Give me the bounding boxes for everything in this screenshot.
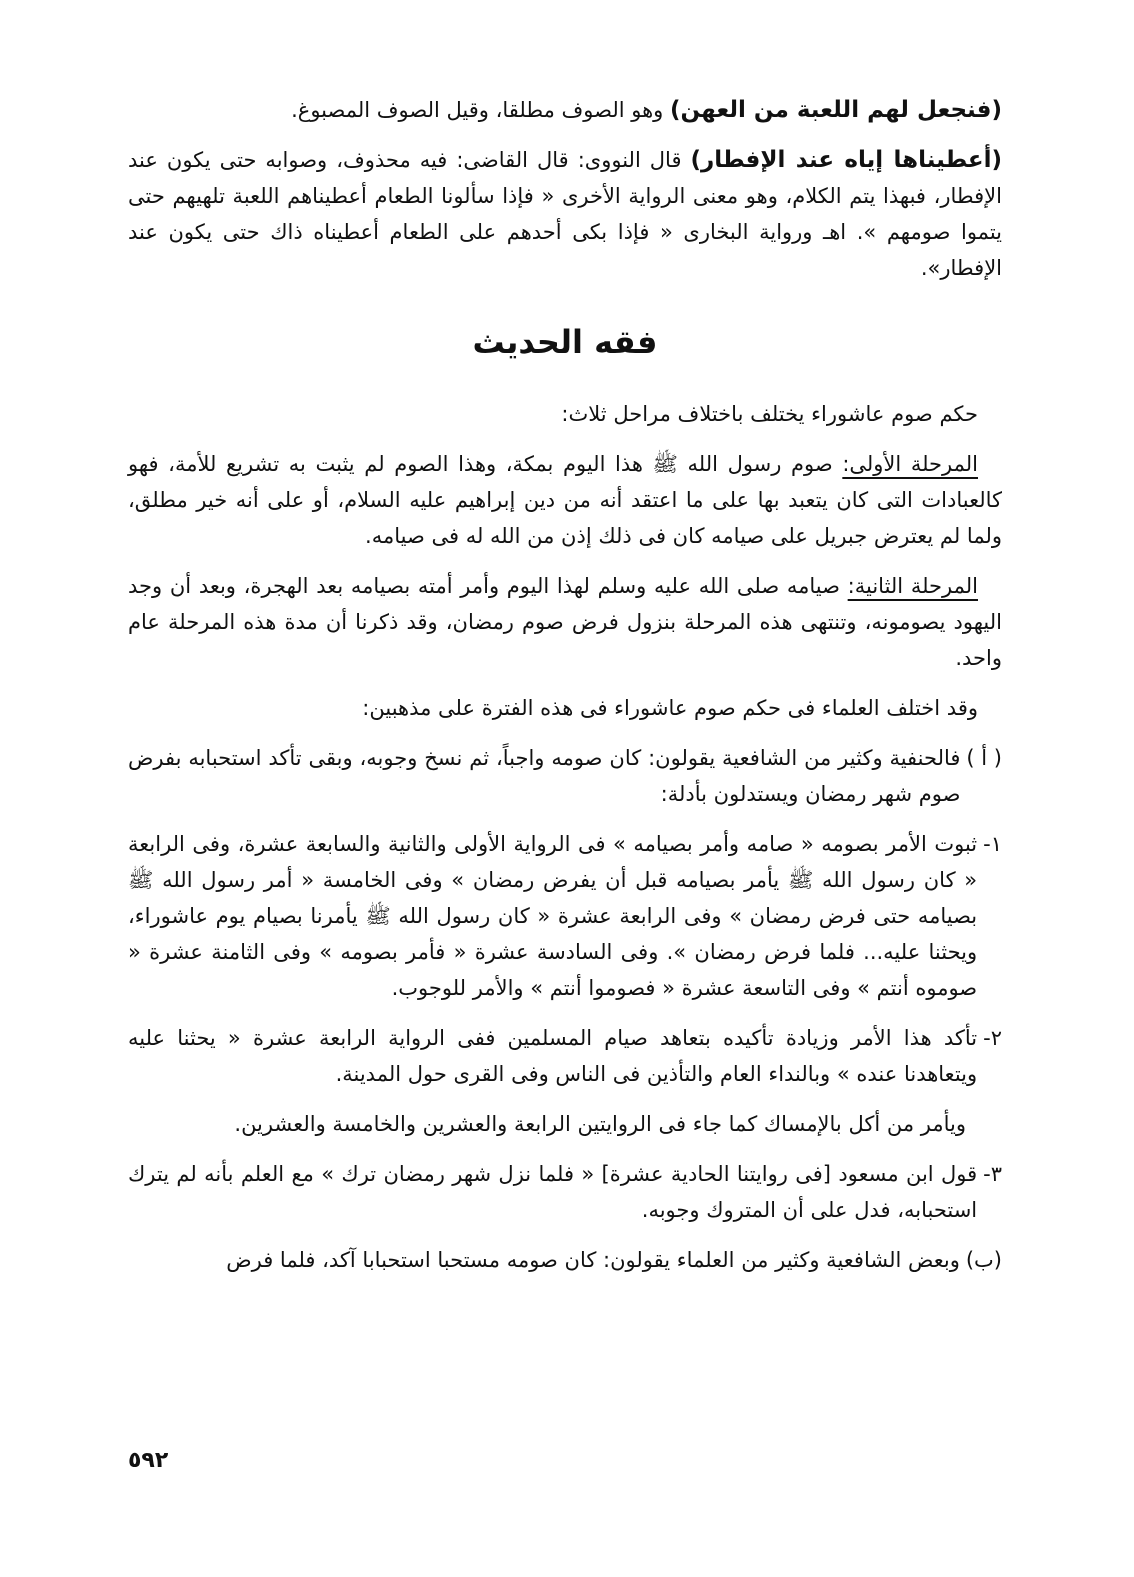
evidence-item-3-text: قول ابن مسعود [فى روايتنا الحادية عشرة] « فلما نزل شهر رمضان ترك » مع العلم بأنه لم يترك استحبابه، فدل على أن المتروك وجوبه. <box>128 1162 978 1222</box>
evidence-item-2-text: تأكد هذا الأمر وزيادة تأكيده بتعاهد صيام المسلمين ففى الرواية الرابعة عشرة « يحثنا عليه ويتعاهدنا عنده » وبالنداء العام والتأذين فى الناس وفى القرى حول المدينة. <box>128 1026 978 1086</box>
evidence-item-3 <box>128 1156 1002 1228</box>
stage-one-label: المرحلة الأولى: <box>842 452 978 476</box>
section-heading: فقه الحديث <box>472 323 658 361</box>
opinion-b-marker: (ب) <box>965 1248 1002 1272</box>
opinion-a-marker: ( أ ) <box>966 746 1002 770</box>
stage-two-text: صيامه صلى الله عليه وسلم لهذا اليوم وأمر أمته بصيامه بعد الهجرة، وبعد أن وجد اليهود يصومونه، وتنتهى هذه المرحلة بنزول فرض صوم رمضان، وقد ذكرنا أن مدة هذه المرحلة عام واحد. <box>128 574 1002 670</box>
stage-one-text: صوم رسول الله ﷺ هذا اليوم بمكة، وهذا الصوم لم يثبت به تشريع للأمة، فهو كالعبادات التى كان يتعبد بها على ما اعتقد أنه من دين إبراهيم عليه السلام، أو على أنه خير مطلق، ولما لم يعترض جبريل على صيامه كان فى ذلك إذن من الله له فى صيامه. <box>128 452 1002 548</box>
page-number: ٥٩٢ <box>128 1448 169 1473</box>
stage-two-paragraph <box>128 568 1002 676</box>
evidence-item-1-text: ثبوت الأمر بصومه « صامه وأمر بصيامه » فى الرواية الأولى والثانية والسابعة عشرة، وفى الرابعة « كان رسول الله ﷺ يأمر بصيامه قبل أن يفرض رمضان » وفى الخامسة « أمر رسول الله ﷺ بصيامه حتى فرض رمضان » وفى الرابعة عشرة « كان رسول الله ﷺ يأمرنا بصيام يوم عاشوراء، ويحثنا عليه... فلما فرض رمضان ». وفى السادسة عشرة « فأمر بصومه » وفى الثامنة عشرة « صوموه أنتم » وفى التاسعة عشرة « فصوموا أنتم » والأمر للوجوب. <box>128 832 978 1000</box>
stage-one-paragraph <box>128 446 1002 554</box>
paragraph-iftar-lead: (أعطيناها إياه عند الإفطار) <box>690 147 1002 173</box>
evidence-item-1 <box>128 826 1002 1006</box>
stage-two-label: المرحلة الثانية: <box>847 574 978 598</box>
evidence-item-3-marker: ٣- <box>983 1162 1002 1186</box>
paragraph-lahba-text: وهو الصوف مطلقا، وقيل الصوف المصبوغ. <box>291 98 670 122</box>
disagreement-paragraph: وقد اختلف العلماء فى حكم صوم عاشوراء فى هذه الفترة على مذهبين: <box>362 696 978 720</box>
opinion-a-text: فالحنفية وكثير من الشافعية يقولون: كان صومه واجباً، ثم نسخ وجوبه، وبقى تأكد استحبابه بفرض صوم شهر رمضان ويستدلون بأدلة: <box>128 746 961 806</box>
intro-paragraph: حكم صوم عاشوراء يختلف باختلاف مراحل ثلاث: <box>561 402 978 426</box>
opinion-b-text: وبعض الشافعية وكثير من العلماء يقولون: كان صومه مستحبا استحبابا آكد، فلما فرض <box>226 1248 960 1272</box>
opinion-a <box>128 740 1002 812</box>
paragraph-lahba <box>128 92 1002 128</box>
paragraph-lahba-lead: (فنجعل لهم اللعبة من العهن) <box>670 97 1002 123</box>
opinion-b <box>128 1242 1002 1278</box>
evidence-item-2 <box>128 1020 1002 1092</box>
paragraph-iftar-text: قال النووى: قال القاضى: فيه محذوف، وصوابه حتى يكون عند الإفطار، فبهذا يتم الكلام، وهو معنى الرواية الأخرى « فإذا سألونا الطعام أعطيناهم اللعبة تلهيهم حتى يتموا صومهم ». اهـ ورواية البخارى « فإذا بكى أحدهم على الطعام أعطيناه ذاك حتى يكون عند الإفطار». <box>128 148 1002 280</box>
evidence-item-1-marker: ١- <box>983 832 1002 856</box>
evidence-note: ويأمر من أكل بالإمساك كما جاء فى الروايتين الرابعة والعشرين والخامسة والعشرين. <box>234 1112 966 1136</box>
evidence-item-2-marker: ٢- <box>983 1026 1002 1050</box>
paragraph-iftar <box>128 142 1002 286</box>
